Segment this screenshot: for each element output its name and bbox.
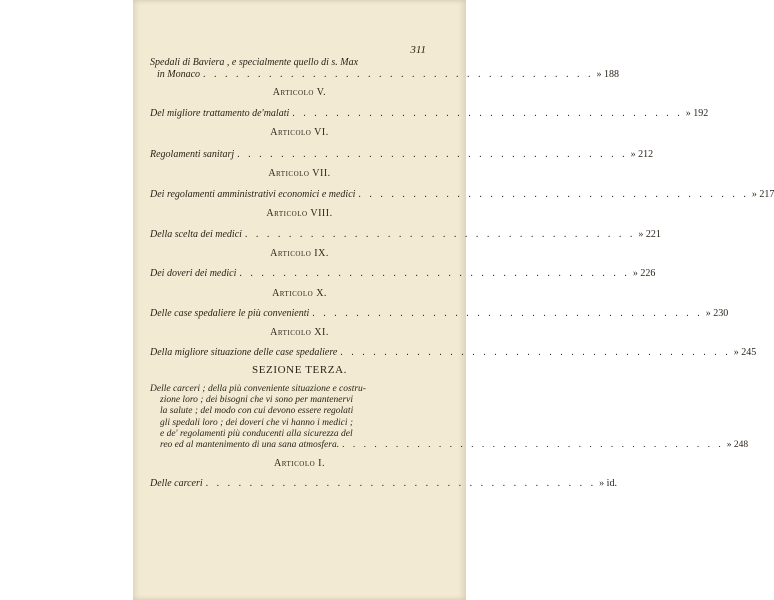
article-heading: Articolo V.	[272, 87, 327, 98]
leader-dots: . . . . . . . . . . . . . . . . . . . . . . . . . . . . . . . . . . . .	[358, 189, 749, 200]
toc-entry-text: Delle case spedaliere le più convenienti	[150, 308, 310, 319]
article-heading: Articolo XI.	[270, 327, 329, 338]
description-line: zione loro ; dei bisogni che vi sono per mantenervi	[160, 395, 354, 406]
toc-entry	[150, 189, 774, 201]
section-title: SEZIONE TERZA.	[252, 364, 347, 376]
leader-dots: . . . . . . . . . . . . . . . . . . . . . . . . . . . . . . . . . . . .	[237, 149, 628, 160]
toc-entry-page: » 192	[685, 108, 709, 119]
toc-entry	[150, 57, 620, 80]
toc-entry-text: Della scelta dei medici	[150, 229, 242, 240]
toc-entry-text: Della migliore situazione delle case spedaliere	[150, 347, 338, 358]
toc-entry-line	[150, 68, 620, 81]
toc-entry	[150, 308, 729, 320]
book-page	[133, 0, 774, 600]
article-heading: Articolo VI.	[270, 127, 329, 138]
description-line: e de' regolamenti più conducenti alla sicurezza del	[160, 428, 353, 439]
article-heading: Articolo VII.	[268, 168, 331, 179]
toc-entry-page: » 217	[751, 189, 774, 200]
article-heading: Articolo VIII.	[266, 208, 333, 219]
toc-entry-text: Delle carceri	[150, 478, 203, 489]
toc-entry-text: Regolamenti sanitarj	[150, 149, 235, 160]
toc-entry-page: » 245	[733, 347, 757, 358]
toc-entry	[150, 347, 757, 359]
toc-entry	[150, 229, 661, 241]
toc-entry	[150, 478, 617, 490]
article-heading: Articolo IX.	[270, 248, 329, 259]
page-number: 311	[410, 44, 426, 56]
description-line: reo ed al mantenimento di una sana atmosfera.	[160, 440, 340, 451]
toc-entry-text: Dei regolamenti amministrativi economici e medici	[150, 189, 356, 200]
leader-dots: . . . . . . . . . . . . . . . . . . . . . . . . . . . . . . . . . . . .	[292, 108, 683, 119]
leader-dots: . . . . . . . . . . . . . . . . . . . . . . . . . . . . . . . . . . . .	[340, 347, 731, 358]
toc-entry-page: » 226	[632, 268, 656, 279]
toc-entry	[150, 108, 709, 120]
description-line-last	[150, 440, 749, 451]
toc-entry-page: » 188	[596, 68, 620, 80]
toc-entry	[150, 149, 654, 161]
leader-dots: . . . . . . . . . . . . . . . . . . . . . . . . . . . . . . . . . . . .	[244, 229, 636, 240]
description-line: Delle carceri ; della più conveniente situazione e costru-	[150, 384, 366, 394]
article-heading: Articolo I.	[274, 458, 325, 469]
toc-entry-page: » 230	[705, 308, 729, 319]
toc-entry-page: » 248	[726, 440, 749, 451]
description-line: gli spedali loro ; dei doveri che vi hanno i medici ;	[160, 417, 354, 428]
leader-dots: . . . . . . . . . . . . . . . . . . . . . . . . . . . . . . . . . . . .	[312, 308, 703, 319]
toc-entry-page: » id.	[599, 478, 617, 489]
toc-entry-text: Del migliore trattamento de'malati	[150, 108, 290, 119]
leader-dots: . . . . . . . . . . . . . . . . . . . . . . . . . . . . . . . . . . . .	[203, 68, 594, 80]
toc-entry-line	[150, 57, 442, 69]
description-line: la salute ; del modo con cui devono essere regolati	[160, 406, 354, 417]
toc-entry-page: » 212	[630, 149, 654, 160]
toc-entry-text: Spedali di Baviera , e specialmente quello di s. Max	[150, 57, 359, 68]
toc-entry-text: Dei doveri dei medici	[150, 268, 237, 279]
toc-entry	[150, 268, 656, 280]
toc-entry-page: » 221	[638, 229, 661, 240]
toc-entry-text: in Monaco	[157, 68, 201, 80]
leader-dots: . . . . . . . . . . . . . . . . . . . . . . . . . . . . . . . . . . . .	[342, 440, 724, 451]
section-description	[150, 384, 749, 451]
leader-dots: . . . . . . . . . . . . . . . . . . . . . . . . . . . . . . . . . . . .	[205, 478, 597, 489]
leader-dots: . . . . . . . . . . . . . . . . . . . . . . . . . . . . . . . . . . . .	[239, 268, 630, 279]
article-heading: Articolo X.	[272, 288, 327, 299]
